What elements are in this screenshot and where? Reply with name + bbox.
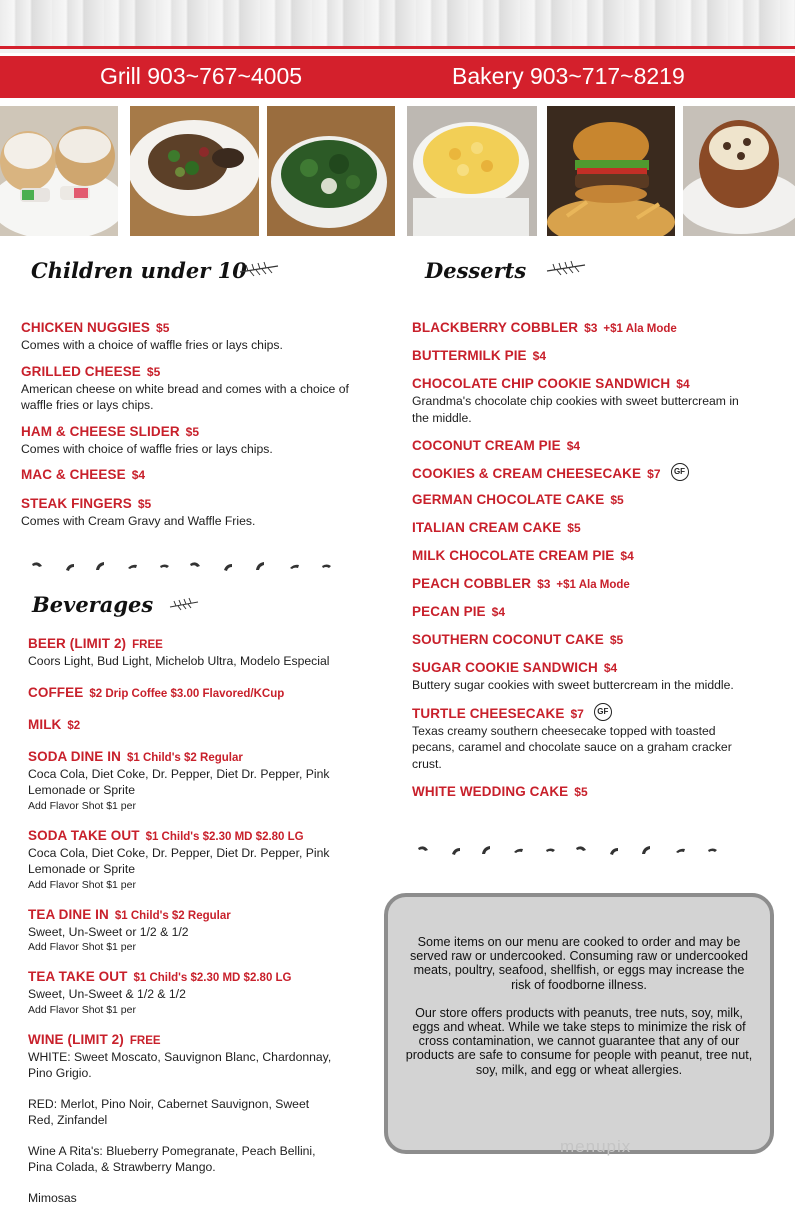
children-section-title: Children under 10: [31, 258, 247, 283]
beverages-menu-list: [28, 635, 338, 1215]
item-name: CHOCOLATE CHIP COOKIE SANDWICH: [412, 376, 671, 391]
menu-item: [28, 968, 338, 1018]
header-white-stripe: [0, 49, 795, 53]
beignets-photo: [0, 106, 118, 236]
decorative-divider: [414, 842, 724, 860]
phone-banner: [0, 56, 795, 98]
item-description: Comes with Cream Gravy and Waffle Fries.: [21, 514, 256, 528]
menu-item: [21, 363, 371, 414]
item-price: $1 Child's $2 Regular: [114, 909, 231, 922]
item-price: $4: [620, 549, 634, 564]
item-description: American cheese on white bread and comes with a choice of waffle fries or lays chips.: [21, 381, 349, 412]
item-price: $5: [610, 493, 624, 508]
item-price: $5: [146, 364, 161, 379]
item-name: WINE (LIMIT 2): [28, 1031, 124, 1047]
item-description: Texas creamy southern cheesecake topped with toasted pecans, caramel and chocolate sauce on a graham cracker crust.: [412, 723, 732, 771]
bakery-phone[interactable]: Bakery 903~717~8219: [452, 63, 685, 89]
allergen-warning: Our store offers products with peanuts, tree nuts, soy, milk, eggs and wheat. While we take steps to minimize the risk of cross contamination, we cannot guarantee that any of our products are safe to consume for people with peanut, tree nut, soy, milk, and egg or wheat allergies.: [405, 1005, 753, 1077]
menu-item: [21, 466, 371, 484]
item-price: $4: [603, 661, 618, 676]
item-name: COOKIES & CREAM CHEESECAKE: [412, 466, 642, 482]
item-description: Coors Light, Bud Light, Michelob Ultra, Modelo Especial: [28, 654, 330, 668]
item-price: $3: [537, 577, 551, 592]
item-price: $5: [574, 785, 588, 800]
burger-and-fries-photo: [547, 106, 675, 236]
item-description: Coca Cola, Diet Coke, Dr. Pepper, Diet Dr. Pepper, Pink Lemonade or Sprite: [28, 766, 330, 797]
menu-item: [412, 659, 757, 694]
item-price: $5: [609, 633, 624, 648]
item-price: $4: [676, 377, 690, 391]
item-price: $2: [67, 719, 81, 732]
item-price: $1 Child's $2.30 MD $2.80 LG: [133, 972, 292, 984]
menu-item: [28, 827, 338, 893]
item-price: $3: [584, 321, 598, 335]
menu-item: [28, 684, 338, 702]
item-name: BLACKBERRY COBBLER: [412, 320, 579, 335]
menu-item: [412, 603, 757, 621]
item-price: $7: [570, 706, 584, 721]
item-name: WHITE WEDDING CAKE: [412, 784, 569, 800]
item-price: FREE: [132, 639, 163, 651]
menu-item: [412, 437, 757, 455]
menu-item: [28, 635, 338, 670]
wine-white-list: WHITE: Sweet Moscato, Sauvignon Blanc, Chardonnay, Pino Grigio.: [28, 1049, 332, 1080]
menu-item: [412, 783, 757, 801]
gluten-free-icon: GF: [594, 703, 612, 721]
item-name: TURTLE CHEESECAKE: [412, 705, 565, 721]
item-description: Comes with a choice of waffle fries or lays chips.: [21, 338, 283, 352]
item-price: $7: [647, 467, 661, 482]
item-name: TEA TAKE OUT: [28, 969, 128, 984]
item-note: Add Flavor Shot $1 per: [28, 799, 136, 812]
item-price: $5: [567, 521, 581, 536]
decorative-divider: [28, 558, 338, 576]
wine-red-list: RED: Merlot, Pino Noir, Cabernet Sauvignon, Sweet Red, Zinfandel: [28, 1096, 310, 1127]
item-description: Buttery sugar cookies with sweet buttercream in the middle.: [412, 678, 734, 693]
item-name: MAC & CHEESE: [21, 467, 126, 482]
menu-item: [28, 716, 338, 734]
item-price: $5: [156, 321, 170, 335]
item-name: SUGAR COOKIE SANDWICH: [412, 660, 598, 676]
item-name: COCONUT CREAM PIE: [412, 438, 561, 453]
item-price: FREE: [129, 1034, 161, 1047]
food-photo-strip: [0, 106, 795, 236]
item-name: BEER (LIMIT 2): [28, 636, 127, 651]
item-description: Sweet, Un-Sweet & 1/2 & 1/2: [28, 987, 186, 1001]
beverages-section-title: Beverages: [32, 592, 154, 617]
allergy-notice-box: [384, 893, 774, 1154]
loaded-sweet-potato-photo: [683, 106, 795, 236]
item-note: Add Flavor Shot $1 per: [28, 1003, 136, 1016]
mac-and-cheese-photo: [407, 106, 537, 236]
watermark-logo: menupix: [560, 1137, 632, 1156]
item-name: GRILLED CHEESE: [21, 363, 141, 379]
item-description: Sweet, Un-Sweet or 1/2 & 1/2: [28, 924, 189, 939]
gluten-free-icon: GF: [671, 463, 689, 481]
children-menu-list: [21, 319, 371, 539]
item-name: MILK CHOCOLATE CREAM PIE: [412, 548, 615, 564]
item-name: STEAK FINGERS: [21, 496, 132, 511]
wood-header-background: [0, 0, 795, 48]
menu-item: [412, 547, 757, 565]
menu-item: [412, 319, 757, 337]
item-price: $1 Child's $2 Regular: [126, 751, 243, 764]
item-addon: +$1 Ala Mode: [556, 579, 630, 592]
menu-item: [21, 423, 371, 458]
menu-item: [412, 575, 757, 593]
steak-salad-photo: [130, 106, 259, 236]
desserts-menu-list: [412, 319, 757, 810]
creamed-spinach-photo: [267, 106, 395, 236]
item-note: Add Flavor Shot $1 per: [28, 941, 136, 953]
item-name: COFFEE: [28, 684, 84, 700]
item-name: BUTTERMILK PIE: [412, 348, 527, 363]
item-price: $4: [491, 605, 506, 620]
item-name: SODA DINE IN: [28, 748, 121, 764]
item-description: Comes with choice of waffle fries or lays chips.: [21, 441, 273, 456]
sprig-icon: [168, 596, 200, 612]
menu-item: [412, 347, 757, 365]
item-name: PEACH COBBLER: [412, 576, 532, 592]
sprig-icon: [545, 257, 589, 277]
menu-item: [412, 491, 757, 509]
item-description: Grandma's chocolate chip cookies with sweet buttercream in the middle.: [412, 394, 739, 425]
menu-item: [21, 495, 371, 530]
item-name: ITALIAN CREAM CAKE: [412, 520, 562, 536]
menu-item: [412, 375, 757, 426]
menu-item: [412, 631, 757, 649]
item-price: $4: [532, 349, 547, 363]
menu-item: [21, 319, 371, 354]
item-price: $5: [137, 497, 152, 511]
item-name: SOUTHERN COCONUT CAKE: [412, 632, 604, 648]
item-name: SODA TAKE OUT: [28, 827, 140, 843]
menu-item: [28, 748, 338, 814]
item-name: PECAN PIE: [412, 604, 486, 620]
item-name: MILK: [28, 716, 62, 732]
item-name: CHICKEN NUGGIES: [21, 320, 151, 335]
grill-phone[interactable]: Grill 903~767~4005: [100, 63, 303, 89]
item-name: GERMAN CHOCOLATE CAKE: [412, 492, 605, 508]
menu-item: [28, 1031, 338, 1207]
item-price: $5: [185, 424, 200, 439]
menu-item: [28, 906, 338, 956]
item-addon: +$1 Ala Mode: [603, 323, 677, 335]
wine-a-ritas-list: Wine A Rita's: Blueberry Pomegranate, Peach Bellini, Pina Colada, & Strawberry Mango.: [28, 1143, 316, 1174]
item-price: $2 Drip Coffee $3.00 Flavored/KCup: [89, 687, 285, 700]
item-name: TEA DINE IN: [28, 906, 109, 922]
item-description: Coca Cola, Diet Coke, Dr. Pepper, Diet Dr. Pepper, Pink Lemonade or Sprite: [28, 845, 330, 876]
mimosas-label: Mimosas: [28, 1190, 77, 1205]
menu-item: [412, 465, 757, 483]
item-price: $1 Child's $2.30 MD $2.80 LG: [145, 830, 304, 843]
item-note: Add Flavor Shot $1 per: [28, 878, 136, 891]
item-price: $4: [566, 439, 581, 453]
raw-food-warning: Some items on our menu are cooked to order and may be served raw or undercooked. Consuming raw or undercooked meats, poultry, seafood, shellfish, or eggs may increase the risk of foodborne illness.: [409, 935, 749, 992]
item-price: $4: [131, 468, 146, 482]
desserts-section-title: Desserts: [425, 258, 527, 283]
sprig-icon: [238, 258, 282, 278]
item-name: HAM & CHEESE SLIDER: [21, 423, 180, 439]
menu-item: [412, 705, 757, 773]
menu-item: [412, 519, 757, 537]
